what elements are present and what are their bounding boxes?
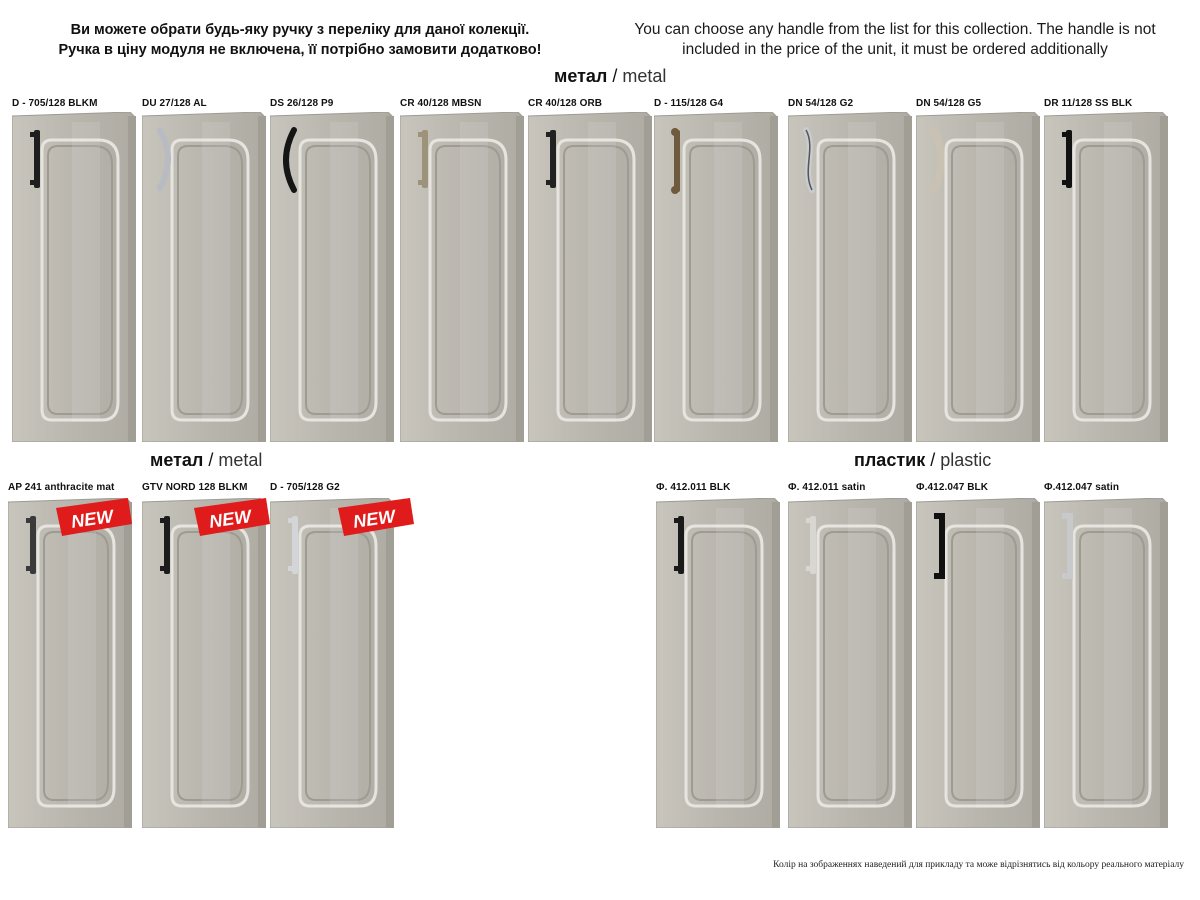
handle-label: AP 241 anthracite mat bbox=[8, 482, 115, 493]
section-en: metal bbox=[218, 450, 263, 470]
handle-label: CR 40/128 MBSN bbox=[400, 98, 482, 109]
cabinet-door bbox=[400, 112, 524, 442]
cabinet-door bbox=[528, 112, 652, 442]
section-sep: / bbox=[612, 66, 618, 86]
header-english bbox=[590, 20, 1200, 60]
section-ua: пластик bbox=[854, 450, 926, 470]
section-sep: / bbox=[930, 450, 936, 470]
cabinet-door bbox=[656, 498, 780, 828]
cabinet-door bbox=[12, 112, 136, 442]
section-title-metal-top bbox=[554, 66, 666, 87]
handle-icon bbox=[806, 130, 812, 190]
cabinet-door bbox=[8, 498, 132, 828]
handle-label: D - 705/128 BLKM bbox=[12, 98, 98, 109]
door-illustration bbox=[788, 498, 912, 828]
handle-label: DN 54/128 G2 bbox=[788, 98, 854, 109]
cabinet-door bbox=[142, 498, 266, 828]
handle-label: CR 40/128 ORB bbox=[528, 98, 603, 109]
section-title-metal-bottom bbox=[150, 450, 262, 471]
handle-label: DN 54/128 G5 bbox=[916, 98, 982, 109]
door-illustration bbox=[1044, 498, 1168, 828]
header-ua-line2: Ручка в ціну модуля не включена, її потрібно замовити додатково! bbox=[58, 42, 542, 58]
door-illustration bbox=[1044, 112, 1168, 442]
new-badge-shape bbox=[334, 494, 416, 538]
handle-label: D - 705/128 G2 bbox=[270, 482, 340, 493]
cabinet-door bbox=[916, 498, 1040, 828]
section-ua: метал bbox=[150, 450, 204, 470]
handle-label: Ф. 412.011 satin bbox=[788, 482, 866, 493]
handle-label: DU 27/128 AL bbox=[142, 98, 207, 109]
door-illustration bbox=[654, 112, 778, 442]
handle-label: DS 26/128 P9 bbox=[270, 98, 334, 109]
new-badge bbox=[52, 494, 134, 538]
section-ua: метал bbox=[554, 66, 608, 86]
new-badge bbox=[334, 494, 416, 538]
door-illustration bbox=[270, 498, 394, 828]
header-en-line1: You can choose any handle from the list for this collection. The handle is not bbox=[634, 21, 1156, 38]
door-illustration bbox=[788, 112, 912, 442]
cabinet-door bbox=[916, 112, 1040, 442]
door-illustration bbox=[916, 112, 1040, 442]
handle-label: D - 115/128 G4 bbox=[654, 98, 724, 109]
section-en: plastic bbox=[940, 450, 992, 470]
new-badge-shape bbox=[52, 494, 134, 538]
section-title-plastic bbox=[854, 450, 991, 471]
section-sep: / bbox=[208, 450, 214, 470]
section-en: metal bbox=[622, 66, 667, 86]
new-badge-text: NEW bbox=[69, 506, 115, 532]
door-illustration bbox=[528, 112, 652, 442]
handle-label: GTV NORD 128 BLKM bbox=[142, 482, 248, 493]
header-en-line2: included in the price of the unit, it must be ordered additionally bbox=[682, 41, 1108, 58]
handle-label: DR 11/128 SS BLK bbox=[1044, 98, 1133, 109]
cabinet-door bbox=[654, 112, 778, 442]
handle-label: Ф. 412.011 BLK bbox=[656, 482, 731, 493]
door-illustration bbox=[270, 112, 394, 442]
footer-note: Колір на зображеннях наведений для прикладу та може відрізнятись від кольору реального матеріалу bbox=[773, 860, 1184, 870]
cabinet-door bbox=[1044, 112, 1168, 442]
header-ua-line1: Ви можете обрати будь-яку ручку з переліку для даної колекції. bbox=[70, 22, 530, 38]
door-illustration bbox=[916, 498, 1040, 828]
new-badge-text: NEW bbox=[351, 506, 397, 532]
header-ukrainian bbox=[0, 20, 600, 60]
door-illustration bbox=[142, 112, 266, 442]
cabinet-door bbox=[788, 498, 912, 828]
new-badge-text: NEW bbox=[207, 506, 253, 532]
new-badge bbox=[190, 494, 272, 538]
cabinet-door bbox=[788, 112, 912, 442]
cabinet-door bbox=[270, 112, 394, 442]
cabinet-door bbox=[1044, 498, 1168, 828]
cabinet-door bbox=[270, 498, 394, 828]
door-illustration bbox=[8, 498, 132, 828]
handle-label: Ф.412.047 BLK bbox=[916, 482, 989, 493]
handle-label: Ф.412.047 satin bbox=[1044, 482, 1120, 493]
new-badge-shape bbox=[190, 494, 272, 538]
door-illustration bbox=[400, 112, 524, 442]
door-illustration bbox=[142, 498, 266, 828]
door-illustration bbox=[12, 112, 136, 442]
cabinet-door bbox=[142, 112, 266, 442]
door-illustration bbox=[656, 498, 780, 828]
